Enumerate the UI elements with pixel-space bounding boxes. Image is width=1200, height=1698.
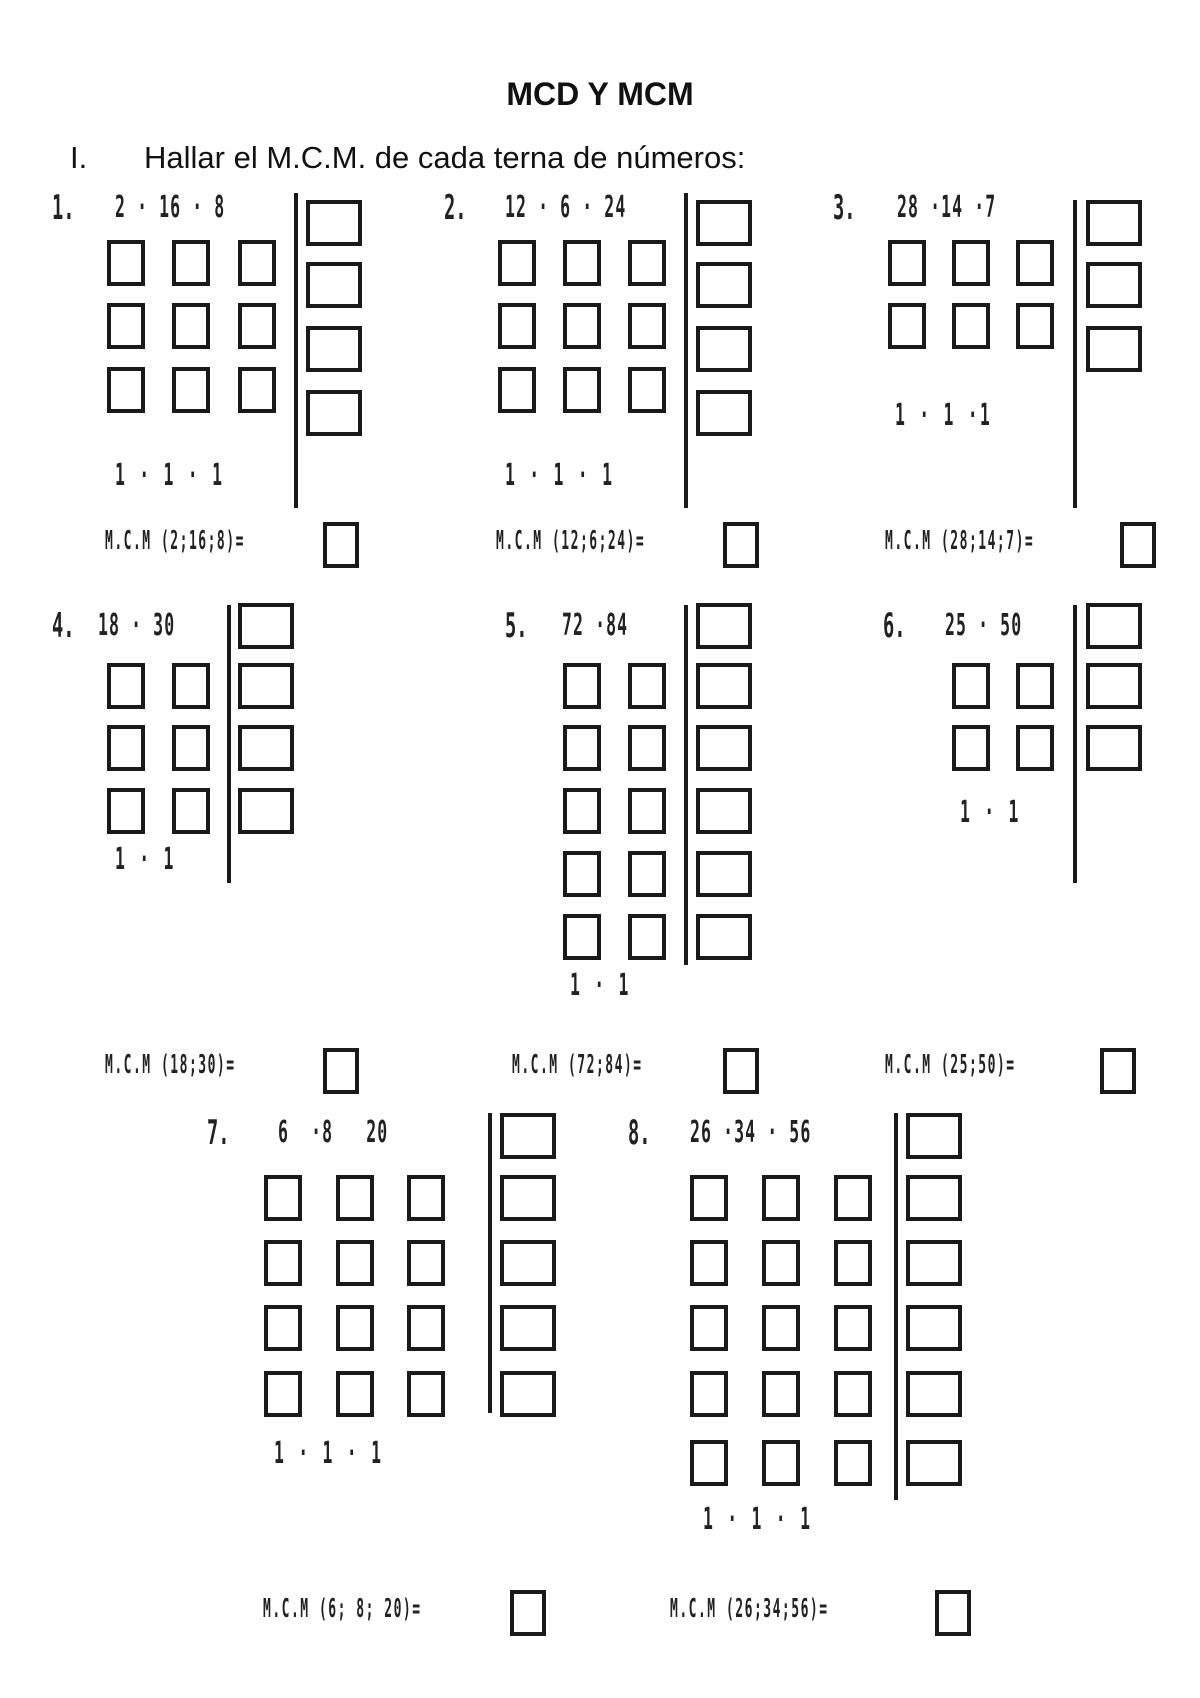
mcm-label: M.C.M (25;50)= [885,1050,1016,1080]
quotient-box[interactable] [834,1305,872,1351]
divisor-box[interactable] [1086,262,1142,308]
quotient-box[interactable] [762,1371,800,1417]
mcm-answer-box[interactable] [1100,1048,1136,1094]
quotient-box[interactable] [407,1371,445,1417]
division-line [1073,605,1077,883]
quotient-box[interactable] [336,1371,374,1417]
exercise-number: 4. [52,606,75,646]
mcm-answer-box[interactable] [723,522,759,568]
division-line [684,193,688,508]
quotient-box[interactable] [563,914,601,960]
division-line [294,193,298,508]
exercise-numbers: 28 ·14 ·7 [897,190,997,225]
divisor-box[interactable] [1086,200,1142,246]
quotient-box[interactable] [952,663,990,709]
division-line [227,605,231,883]
section-roman: I. [70,140,88,175]
divisor-box[interactable] [500,1175,556,1221]
exercise-number: 1. [52,188,75,228]
mcm-label: M.C.M (12;6;24)= [496,526,646,556]
divisor-box[interactable] [906,1371,962,1417]
divisor-box[interactable] [306,390,362,436]
divisor-box[interactable] [238,725,294,771]
divisor-box[interactable] [696,200,752,246]
divisor-box[interactable] [906,1175,962,1221]
final-ones: 1 · 1 · 1 [703,1502,813,1537]
quotient-box[interactable] [563,367,601,413]
quotient-box[interactable] [107,788,145,834]
divisor-box[interactable] [500,1305,556,1351]
divisor-box[interactable] [238,603,294,649]
mcm-answer-box[interactable] [510,1590,546,1636]
quotient-box[interactable] [628,914,666,960]
quotient-box[interactable] [952,725,990,771]
quotient-box[interactable] [264,1240,302,1286]
quotient-box[interactable] [1016,663,1054,709]
mcm-label: M.C.M (6; 8; 20)= [263,1594,422,1624]
mcm-label: M.C.M (72;84)= [512,1050,643,1080]
divisor-box[interactable] [696,725,752,771]
quotient-box[interactable] [264,1175,302,1221]
divisor-box[interactable] [906,1240,962,1286]
quotient-box[interactable] [336,1305,374,1351]
quotient-box[interactable] [172,725,210,771]
divisor-box[interactable] [306,200,362,246]
divisor-box[interactable] [696,914,752,960]
mcm-answer-box[interactable] [723,1048,759,1094]
exercise-number: 7. [207,1113,230,1153]
quotient-box[interactable] [563,240,601,286]
final-ones: 1 · 1 ·1 [895,398,993,433]
final-ones: 1 · 1 [570,968,631,1003]
quotient-box[interactable] [107,725,145,771]
mcm-answer-box[interactable] [323,522,359,568]
quotient-box[interactable] [172,663,210,709]
quotient-box[interactable] [563,725,601,771]
quotient-box[interactable] [172,788,210,834]
quotient-box[interactable] [172,367,210,413]
quotient-box[interactable] [834,1175,872,1221]
section-instruction: Hallar el M.C.M. de cada terna de números: [144,140,746,175]
exercise-number: 8. [628,1113,651,1153]
quotient-box[interactable] [1016,240,1054,286]
quotient-box[interactable] [563,851,601,897]
quotient-box[interactable] [336,1240,374,1286]
division-line [1073,200,1077,508]
divisor-box[interactable] [500,1371,556,1417]
quotient-box[interactable] [690,1371,728,1417]
quotient-box[interactable] [762,1240,800,1286]
divisor-box[interactable] [906,1113,962,1159]
divisor-box[interactable] [1086,603,1142,649]
exercise-numbers: 2 · 16 · 8 [115,190,226,225]
quotient-box[interactable] [172,303,210,349]
quotient-box[interactable] [238,240,276,286]
quotient-box[interactable] [628,725,666,771]
quotient-box[interactable] [498,303,536,349]
exercise-numbers: 26 ·34 · 56 [690,1115,812,1150]
final-ones: 1 · 1 · 1 [505,458,615,493]
final-ones: 1 · 1 · 1 [115,458,225,493]
divisor-box[interactable] [238,788,294,834]
divisor-box[interactable] [500,1113,556,1159]
quotient-box[interactable] [690,1175,728,1221]
mcm-answer-box[interactable] [323,1048,359,1094]
quotient-box[interactable] [628,788,666,834]
quotient-box[interactable] [888,303,926,349]
divisor-box[interactable] [906,1440,962,1486]
quotient-box[interactable] [107,663,145,709]
mcm-answer-box[interactable] [1120,522,1156,568]
divisor-box[interactable] [306,326,362,372]
exercise-number: 3. [833,188,856,228]
exercise-numbers: 25 · 50 [945,608,1023,643]
quotient-box[interactable] [107,367,145,413]
quotient-box[interactable] [498,367,536,413]
divisor-box[interactable] [696,663,752,709]
quotient-box[interactable] [628,240,666,286]
quotient-box[interactable] [238,367,276,413]
divisor-box[interactable] [696,326,752,372]
divisor-box[interactable] [696,603,752,649]
quotient-box[interactable] [628,663,666,709]
exercise-numbers: 72 ·84 [562,608,629,643]
divisor-box[interactable] [1086,663,1142,709]
exercise-number: 6. [883,606,906,646]
quotient-box[interactable] [834,1240,872,1286]
exercise-number: 2. [444,188,467,228]
quotient-box[interactable] [264,1371,302,1417]
divisor-box[interactable] [696,390,752,436]
division-line [488,1113,492,1413]
quotient-box[interactable] [762,1305,800,1351]
quotient-box[interactable] [1016,725,1054,771]
quotient-box[interactable] [762,1175,800,1221]
divisor-box[interactable] [1086,725,1142,771]
quotient-box[interactable] [628,851,666,897]
quotient-box[interactable] [952,303,990,349]
quotient-box[interactable] [762,1440,800,1486]
quotient-box[interactable] [1016,303,1054,349]
quotient-box[interactable] [834,1371,872,1417]
quotient-box[interactable] [628,367,666,413]
divisor-box[interactable] [696,788,752,834]
quotient-box[interactable] [563,788,601,834]
quotient-box[interactable] [107,240,145,286]
mcm-label: M.C.M (26;34;56)= [670,1594,829,1624]
quotient-box[interactable] [690,1240,728,1286]
division-line [684,605,688,965]
quotient-box[interactable] [563,303,601,349]
divisor-box[interactable] [696,851,752,897]
mcm-label: M.C.M (18;30)= [105,1050,236,1080]
quotient-box[interactable] [238,303,276,349]
quotient-box[interactable] [690,1305,728,1351]
exercise-numbers: 6 ·8 20 [278,1115,389,1150]
quotient-box[interactable] [888,240,926,286]
quotient-box[interactable] [690,1440,728,1486]
quotient-box[interactable] [628,303,666,349]
mcm-label: M.C.M (2;16;8)= [105,526,245,556]
final-ones: 1 · 1 [115,842,176,877]
quotient-box[interactable] [952,240,990,286]
quotient-box[interactable] [107,303,145,349]
quotient-box[interactable] [264,1305,302,1351]
exercise-numbers: 12 · 6 · 24 [505,190,627,225]
divisor-box[interactable] [696,262,752,308]
exercise-number: 5. [505,606,528,646]
quotient-box[interactable] [407,1305,445,1351]
divisor-box[interactable] [1086,326,1142,372]
divisor-box[interactable] [500,1240,556,1286]
quotient-box[interactable] [834,1440,872,1486]
exercise-numbers: 18 · 30 [98,608,176,643]
quotient-box[interactable] [407,1175,445,1221]
final-ones: 1 · 1 [960,795,1021,830]
quotient-box[interactable] [498,240,536,286]
mcm-answer-box[interactable] [935,1590,971,1636]
quotient-box[interactable] [172,240,210,286]
final-ones: 1 · 1 · 1 [274,1436,384,1471]
quotient-box[interactable] [336,1175,374,1221]
quotient-box[interactable] [563,663,601,709]
mcm-label: M.C.M (28;14;7)= [885,526,1035,556]
divisor-box[interactable] [238,663,294,709]
page-title: MCD Y MCM [506,76,694,112]
divisor-box[interactable] [906,1305,962,1351]
quotient-box[interactable] [407,1240,445,1286]
division-line [894,1113,898,1500]
divisor-box[interactable] [306,262,362,308]
